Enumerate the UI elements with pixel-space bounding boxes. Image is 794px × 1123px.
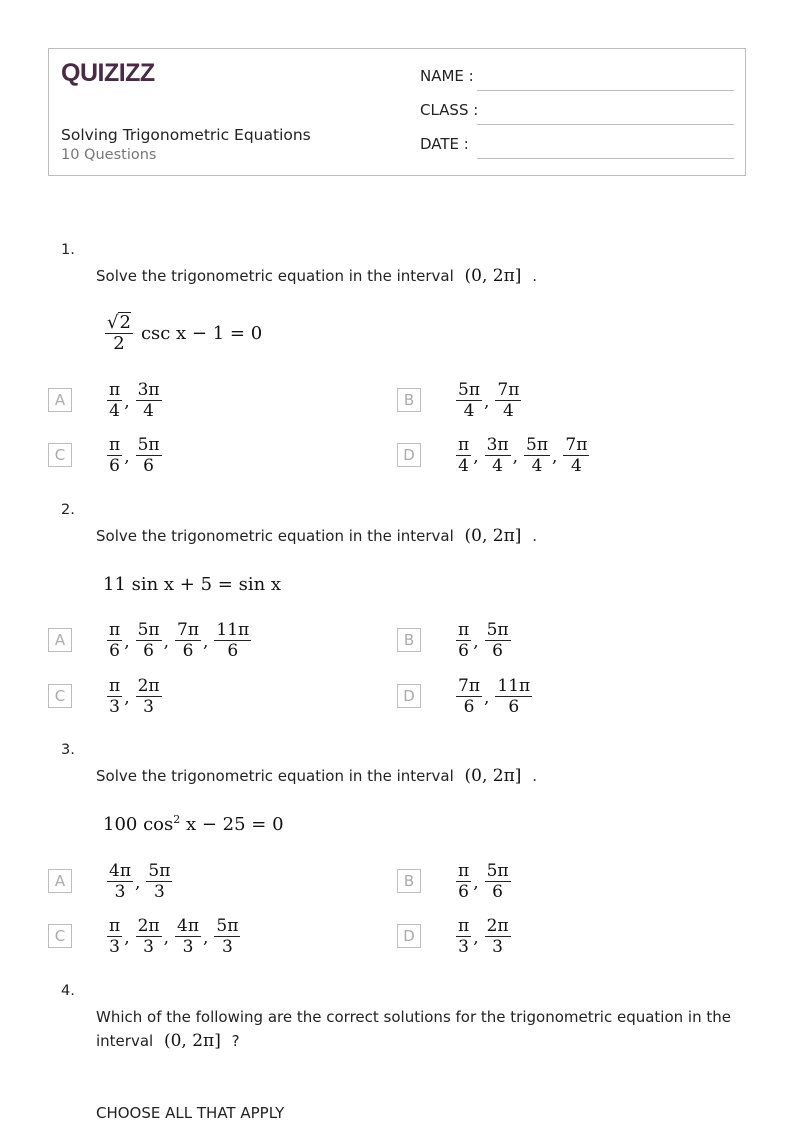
- question-2-text: [96, 526, 537, 546]
- fraction: [212, 620, 253, 661]
- option-letter-badge[interactable]: A: [48, 628, 72, 652]
- fraction: [144, 861, 174, 902]
- option-letter-badge[interactable]: D: [397, 443, 421, 467]
- comma-separator: ,: [484, 688, 490, 708]
- denominator: 6: [458, 640, 469, 661]
- denominator: 4: [143, 400, 154, 421]
- numerator: 5π: [137, 434, 160, 455]
- option-letter-badge[interactable]: D: [397, 684, 421, 708]
- denominator: 6: [463, 696, 475, 717]
- answer-option-d[interactable]: [397, 912, 697, 960]
- denominator: 3: [492, 936, 503, 957]
- numerator: 7π: [458, 675, 480, 696]
- fraction: [483, 435, 513, 476]
- sqrt-symbol: √: [107, 312, 119, 333]
- equation-part: 100 cos: [103, 814, 174, 835]
- denominator: 6: [492, 640, 503, 661]
- denominator: 2: [113, 333, 125, 354]
- option-answer: [105, 672, 164, 720]
- fraction: [493, 380, 523, 421]
- question-text: Solve the trigonometric equation in the interval: [96, 767, 454, 785]
- option-letter-badge[interactable]: C: [48, 684, 72, 708]
- fraction: [212, 916, 242, 957]
- numerator: 2π: [137, 915, 160, 936]
- fraction: [483, 861, 513, 902]
- comma-separator: ,: [124, 392, 130, 412]
- numerator: 5π: [526, 434, 548, 455]
- worksheet-header: [48, 48, 746, 176]
- comma-separator: ,: [163, 928, 169, 948]
- fraction: [134, 435, 164, 476]
- date-field[interactable]: [420, 135, 734, 159]
- fraction: [454, 676, 484, 717]
- fraction: [105, 676, 124, 717]
- fraction: [134, 380, 164, 421]
- answer-option-a[interactable]: [48, 376, 348, 424]
- choose-all-instruction: CHOOSE ALL THAT APPLY: [96, 1104, 285, 1122]
- question-3-equation: [103, 813, 284, 835]
- question-1-equation: [103, 312, 262, 354]
- interval: (0, 2π]: [464, 266, 522, 286]
- option-answer: [105, 376, 164, 424]
- quizizz-logo: QUIZIZZ: [61, 59, 155, 87]
- punctuation: .: [532, 267, 537, 285]
- option-letter-badge[interactable]: A: [48, 869, 72, 893]
- numerator: [105, 312, 133, 334]
- denominator: 6: [492, 881, 503, 902]
- numerator: 5π: [137, 619, 160, 640]
- option-letter-badge[interactable]: A: [48, 388, 72, 412]
- question-1-text: [96, 266, 537, 286]
- question-3-text: [96, 766, 537, 786]
- interval: (0, 2π]: [464, 766, 522, 786]
- denominator: 3: [143, 696, 154, 717]
- denominator: 4: [502, 400, 514, 421]
- name-field[interactable]: [420, 67, 734, 91]
- denominator: 6: [143, 455, 154, 476]
- numerator: 2π: [137, 675, 160, 696]
- numerator: π: [458, 619, 470, 640]
- denominator: 6: [109, 455, 120, 476]
- answer-option-c[interactable]: [48, 672, 348, 720]
- denominator: 6: [109, 640, 120, 661]
- numerator: π: [109, 379, 121, 400]
- fraction: [561, 435, 591, 476]
- option-answer: [454, 431, 591, 479]
- fraction: [105, 620, 124, 661]
- numerator: 11π: [497, 675, 531, 696]
- date-line[interactable]: [477, 158, 734, 159]
- equation-rest: csc x − 1 = 0: [140, 322, 263, 344]
- fraction: [493, 676, 534, 717]
- denominator: 3: [109, 696, 120, 717]
- question-2-equation: 11 sin x + 5 = sin x: [103, 574, 282, 595]
- question-3-number: 3.: [61, 742, 75, 758]
- question-text: Solve the trigonometric equation in the interval: [96, 527, 454, 545]
- option-letter-badge[interactable]: B: [397, 869, 421, 893]
- numerator: 5π: [148, 860, 171, 881]
- question-4-text: [96, 1005, 736, 1053]
- answer-option-a[interactable]: [48, 857, 348, 905]
- numerator: π: [458, 434, 470, 455]
- numerator: 3π: [137, 379, 160, 400]
- denominator: 4: [109, 400, 120, 421]
- fraction: [454, 435, 473, 476]
- denominator: 6: [227, 640, 239, 661]
- comma-separator: ,: [163, 632, 169, 652]
- denominator: 4: [492, 455, 503, 476]
- numerator: 3π: [486, 434, 509, 455]
- option-letter-badge[interactable]: B: [397, 628, 421, 652]
- option-answer: [454, 376, 523, 424]
- denominator: 6: [508, 696, 520, 717]
- numerator: 5π: [458, 379, 480, 400]
- denominator: 3: [182, 936, 194, 957]
- comma-separator: ,: [124, 632, 130, 652]
- option-letter-badge[interactable]: C: [48, 924, 72, 948]
- answer-option-c[interactable]: [48, 431, 348, 479]
- denominator: 3: [114, 881, 126, 902]
- answer-option-d[interactable]: [397, 672, 697, 720]
- numerator: 5π: [216, 915, 239, 936]
- exponent: 2: [173, 813, 181, 826]
- option-letter-badge[interactable]: C: [48, 443, 72, 467]
- numerator: 4π: [109, 860, 131, 881]
- numerator: 7π: [497, 379, 520, 400]
- fraction: [454, 916, 473, 957]
- numerator: π: [109, 675, 121, 696]
- numerator: π: [109, 434, 121, 455]
- numerator: 5π: [486, 619, 509, 640]
- option-answer: [105, 616, 253, 664]
- comma-separator: ,: [552, 447, 558, 467]
- class-label: CLASS :: [420, 101, 479, 119]
- answer-option-b[interactable]: [397, 616, 697, 664]
- denominator: 6: [182, 640, 194, 661]
- fraction: [454, 620, 473, 661]
- numerator: 4π: [177, 915, 199, 936]
- question-text: Which of the following are the correct solutions for the trigonometric equation in the interval: [96, 1008, 731, 1050]
- fraction: [173, 620, 203, 661]
- answer-option-a[interactable]: [48, 616, 348, 664]
- comma-separator: ,: [473, 928, 479, 948]
- numerator: 2π: [486, 915, 509, 936]
- denominator: 3: [143, 936, 154, 957]
- worksheet-title: Solving Trigonometric Equations: [61, 126, 311, 144]
- denominator: 3: [458, 936, 469, 957]
- fraction: [105, 435, 124, 476]
- denominator: 4: [458, 455, 469, 476]
- comma-separator: ,: [203, 632, 209, 652]
- fraction: [454, 380, 484, 421]
- answer-option-b[interactable]: [397, 376, 697, 424]
- denominator: 4: [570, 455, 582, 476]
- numerator: π: [458, 860, 470, 881]
- class-line[interactable]: [477, 124, 734, 125]
- numerator: 7π: [177, 619, 199, 640]
- answer-option-d[interactable]: [397, 431, 697, 479]
- comma-separator: ,: [473, 873, 479, 893]
- punctuation: .: [532, 527, 537, 545]
- name-line[interactable]: [477, 90, 734, 91]
- comma-separator: ,: [124, 447, 130, 467]
- fraction: [454, 861, 473, 902]
- denominator: 3: [221, 936, 233, 957]
- comma-separator: ,: [135, 873, 141, 893]
- comma-separator: ,: [203, 928, 209, 948]
- comma-separator: ,: [512, 447, 518, 467]
- question-2-number: 2.: [61, 502, 75, 518]
- option-letter-badge[interactable]: D: [397, 924, 421, 948]
- option-letter-badge[interactable]: B: [397, 388, 421, 412]
- option-answer: [454, 912, 513, 960]
- numerator: 11π: [216, 619, 250, 640]
- question-text: Solve the trigonometric equation in the interval: [96, 267, 454, 285]
- denominator: 6: [458, 881, 469, 902]
- numerator: π: [458, 915, 470, 936]
- fraction: [173, 916, 203, 957]
- question-count: 10 Questions: [61, 147, 157, 163]
- denominator: 4: [463, 400, 475, 421]
- interval: (0, 2π]: [163, 1031, 221, 1051]
- answer-option-b[interactable]: [397, 857, 697, 905]
- fraction: [105, 380, 124, 421]
- fraction: [483, 916, 513, 957]
- fraction: [134, 916, 164, 957]
- option-answer: [454, 672, 534, 720]
- name-label: NAME :: [420, 67, 474, 85]
- comma-separator: ,: [484, 392, 490, 412]
- radicand: 2: [119, 312, 131, 333]
- comma-separator: ,: [473, 447, 479, 467]
- class-field[interactable]: [420, 101, 734, 125]
- fraction: [522, 435, 552, 476]
- denominator: 6: [143, 640, 154, 661]
- answer-option-c[interactable]: [48, 912, 348, 960]
- option-answer: [454, 857, 513, 905]
- numerator: 5π: [486, 860, 509, 881]
- punctuation: ?: [231, 1032, 240, 1050]
- comma-separator: ,: [124, 928, 130, 948]
- interval: (0, 2π]: [464, 526, 522, 546]
- numerator: 7π: [565, 434, 588, 455]
- fraction: [483, 620, 513, 661]
- comma-separator: ,: [473, 632, 479, 652]
- comma-separator: ,: [124, 688, 130, 708]
- option-answer: [454, 616, 513, 664]
- denominator: 3: [109, 936, 120, 957]
- question-1-number: 1.: [61, 242, 75, 258]
- fraction: [105, 861, 135, 902]
- denominator: 3: [153, 881, 165, 902]
- fraction: [105, 916, 124, 957]
- option-answer: [105, 857, 174, 905]
- numerator: π: [109, 619, 121, 640]
- punctuation: .: [532, 767, 537, 785]
- fraction: [134, 676, 164, 717]
- equation-part: x − 25 = 0: [180, 814, 284, 835]
- question-4-number: 4.: [61, 983, 75, 999]
- option-answer: [105, 912, 242, 960]
- numerator: π: [109, 915, 121, 936]
- fraction: [134, 620, 164, 661]
- date-label: DATE :: [420, 135, 469, 153]
- sqrt-fraction: [103, 312, 135, 354]
- denominator: 4: [531, 455, 543, 476]
- option-answer: [105, 431, 164, 479]
